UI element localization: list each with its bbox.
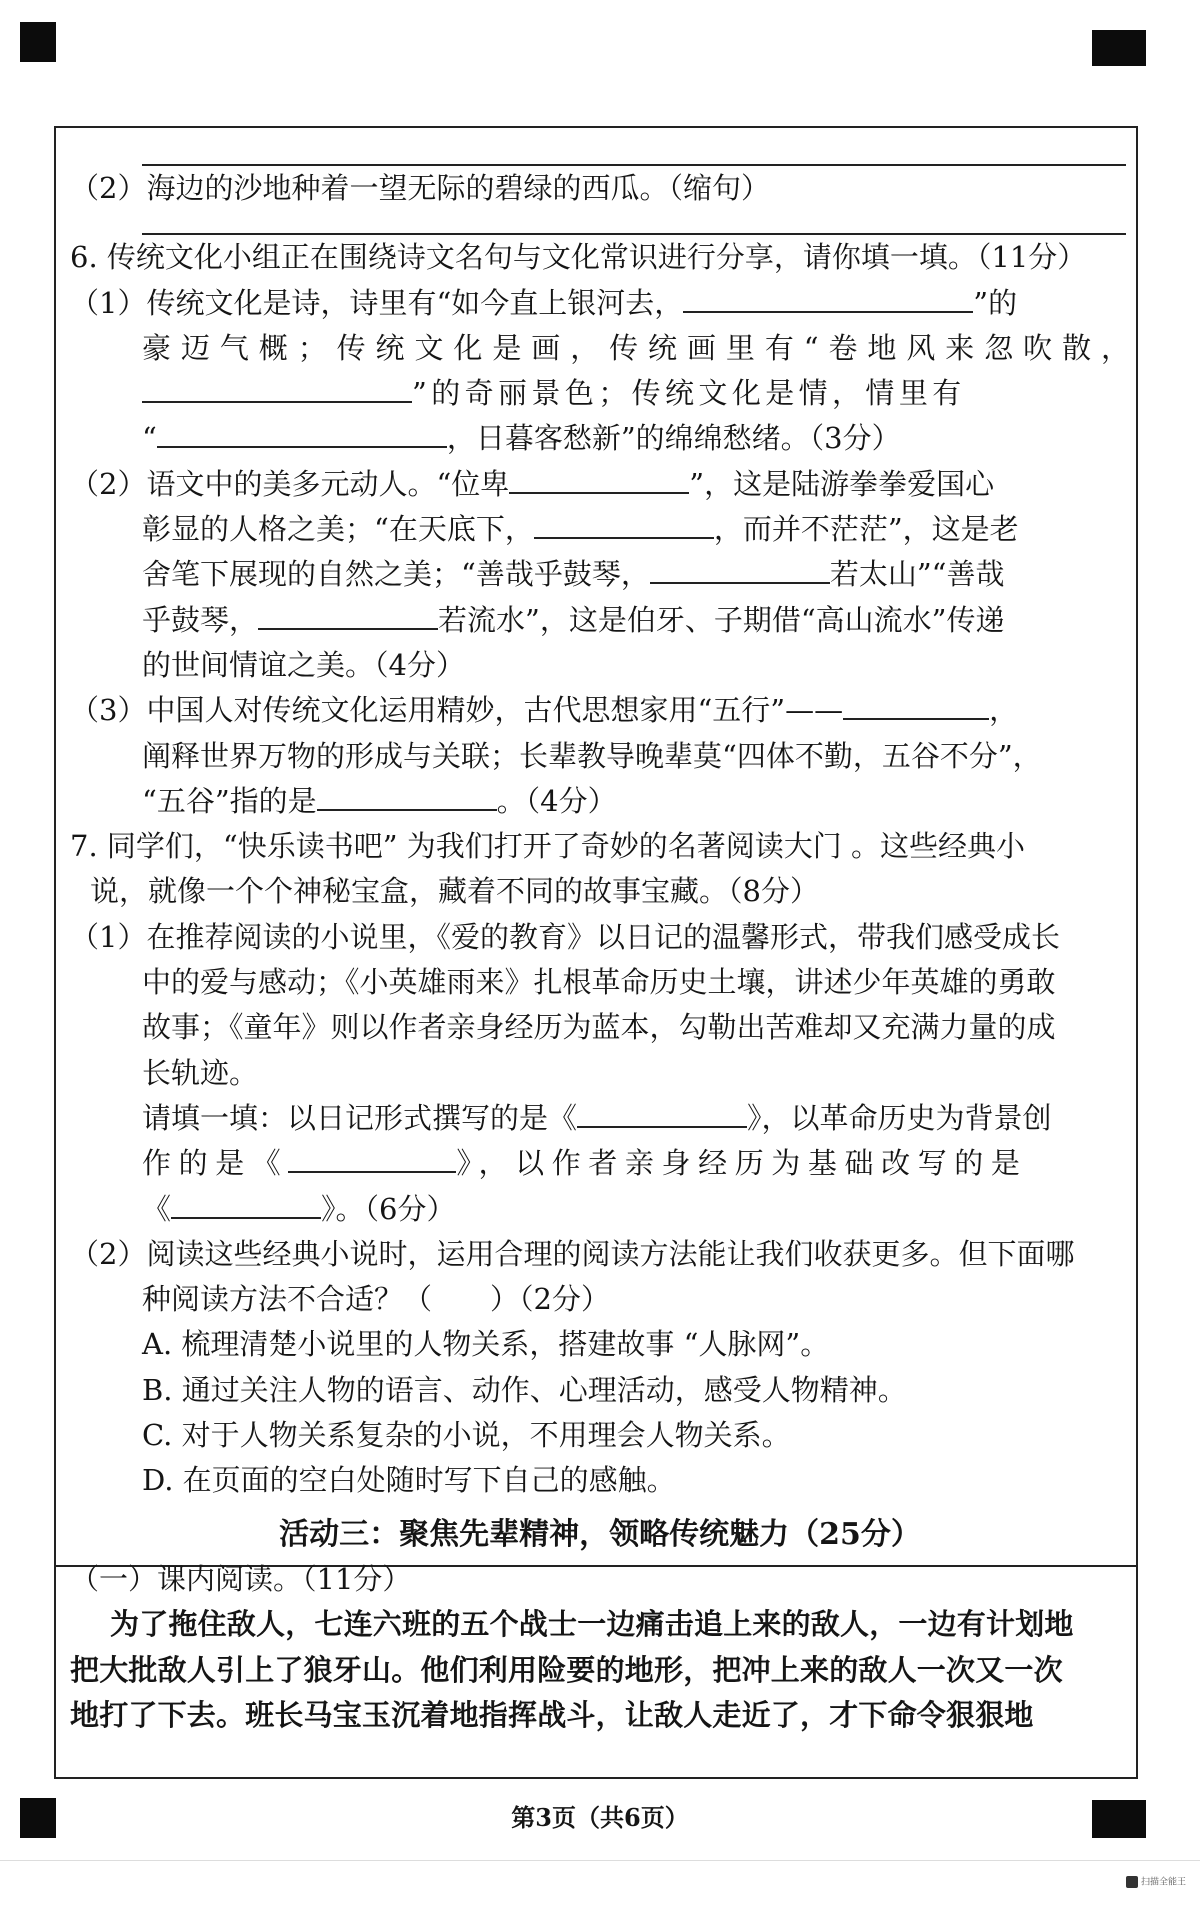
q6-p2-line4: 乎鼓琴， 若流水”，这是伯牙、子期借“高山流水”传递	[142, 602, 1005, 637]
q6-stem: 6. 传统文化小组正在围绕诗文名句与文化常识进行分享，请你填一填。（11分）	[70, 240, 1087, 275]
fill-blank[interactable]	[683, 285, 973, 313]
q7-p1-line4: 长轨迹。	[142, 1055, 259, 1090]
fill-blank[interactable]	[171, 1191, 321, 1219]
fill-blank[interactable]	[534, 511, 714, 539]
registration-mark	[20, 22, 56, 62]
fill-blank[interactable]	[843, 692, 989, 720]
divider	[0, 1860, 1200, 1861]
exam-content	[70, 134, 1130, 1738]
q6-p2-line2: 彰显的人格之美；“在天底下， ，而并不茫茫”，这是老	[142, 512, 1019, 547]
passage-line-1: 为了拖住敌人，七连六班的五个战士一边痛击追上来的敌人，一边有计划地	[110, 1607, 1074, 1642]
scanner-logo-icon	[1126, 1876, 1138, 1888]
q6-p3-line2: 阐释世界万物的形成与关联；长辈教导晚辈莫“四体不勤，五谷不分”，	[142, 738, 1042, 773]
scanner-stamp: 扫描全能王	[1126, 1876, 1186, 1888]
fill-blank[interactable]	[577, 1100, 747, 1128]
fill-blank[interactable]	[157, 420, 447, 448]
q7-stem-line1: 7. 同学们，“快乐读书吧” 为我们打开了奇妙的名著阅读大门 。这些经典小	[70, 829, 1025, 864]
q7-p1-fill3: 《 》。（6分）	[142, 1191, 456, 1226]
q7-stem-line2: 说，就像一个个神秘宝盒，藏着不同的故事宝藏。（8分）	[90, 874, 819, 909]
q7-p1-fill1: 请填一填：以日记形式撰写的是《 》，以革命历史为背景创	[142, 1100, 1052, 1135]
q5-item-2: （2）海边的沙地种着一望无际的碧绿的西瓜。（缩句）	[70, 171, 770, 205]
option-b: B. 通过关注人物的语言、动作、心理活动，感受人物精神。	[142, 1372, 907, 1407]
q6-p2-line5: 的世间情谊之美。（4分）	[142, 647, 465, 682]
section-title: 活动三：聚焦先辈精神，领略传统魅力（25分）	[279, 1516, 921, 1552]
fill-blank[interactable]	[509, 466, 689, 494]
passage-line-3: 地打了下去。班长马宝玉沉着地指挥战斗，让敌人走近了，才下命令狠狠地	[70, 1697, 1034, 1732]
option-d: D. 在页面的空白处随时写下自己的感触。	[142, 1463, 676, 1498]
answer-line[interactable]	[142, 211, 1126, 235]
fill-blank[interactable]	[288, 1145, 456, 1173]
q6-p2-line3: 舍笔下展现的自然之美；“善哉乎鼓琴， 若太山”“善哉	[142, 557, 1005, 592]
q6-p3-line3: “五谷”指的是 。（4分）	[142, 783, 617, 818]
q6-p3-line1: （3）中国人对传统文化运用精妙，古代思想家用“五行”—— ，	[70, 693, 1019, 728]
fill-blank[interactable]	[258, 602, 438, 630]
passage-line-2: 把大批敌人引上了狼牙山。他们利用险要的地形，把冲上来的敌人一次又一次	[70, 1652, 1063, 1687]
q7-p1-fill2: 作的是《 》，以作者亲身经历为基础改写的是	[142, 1146, 1028, 1181]
q6-p1-line2: 豪迈气概；传统文化是画，传统画里有“卷地风来忽吹散，	[142, 330, 1130, 365]
q7-p1-line2: 中的爱与感动；《小英雄雨来》扎根革命历史土壤，讲述少年英雄的勇敢	[142, 965, 1056, 1000]
fill-blank[interactable]	[142, 375, 412, 403]
fill-blank[interactable]	[650, 556, 830, 584]
option-a: A. 梳理清楚小说里的人物关系，搭建故事 “人脉网”。	[142, 1327, 830, 1362]
q6-p2-line1: （2）语文中的美多元动人。“位卑 ”，这是陆游拳拳爱国心	[70, 466, 995, 501]
q6-p1-line4: “ ，日暮客愁新”的绵绵愁绪。（3分）	[142, 421, 901, 456]
page-number: 第3页（共6页）	[511, 1803, 689, 1832]
q7-p2-line2: 种阅读方法不合适？（ ）（2分）	[142, 1282, 610, 1317]
answer-line[interactable]	[142, 134, 1126, 166]
q6-p1-line1: （1）传统文化是诗，诗里有“如今直上银河去， ”的	[70, 285, 1018, 320]
q7-p1-line3: 故事；《童年》则以作者亲身经历为蓝本，勾勒出苦难却又充满力量的成	[142, 1010, 1056, 1045]
fill-blank[interactable]	[317, 783, 497, 811]
q6-p1-line3: ”的奇丽景色；传统文化是情，情里有	[70, 371, 1130, 416]
registration-mark	[1092, 30, 1146, 66]
section-subtitle: （一）课内阅读。（11分）	[70, 1561, 412, 1596]
option-c: C. 对于人物关系复杂的小说，不用理会人物关系。	[142, 1418, 791, 1453]
q7-p1-line1: （1）在推荐阅读的小说里，《爱的教育》以日记的温馨形式，带我们感受成长	[70, 919, 1060, 954]
q7-p2-line1: （2）阅读这些经典小说时，运用合理的阅读方法能让我们收获更多。但下面哪	[70, 1236, 1075, 1271]
